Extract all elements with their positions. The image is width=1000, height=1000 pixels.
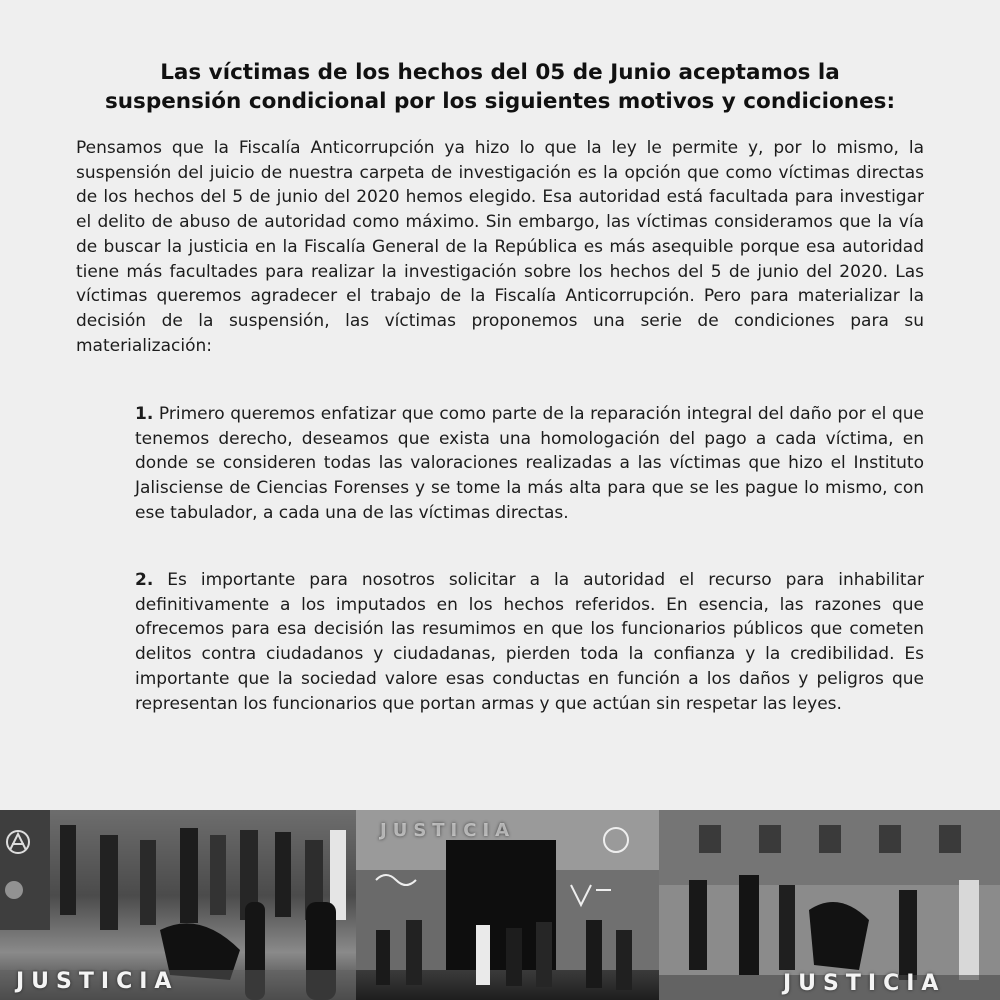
condition-number: 2. bbox=[135, 570, 154, 590]
justicia-watermark: JUSTICIA bbox=[783, 971, 946, 996]
condition-item-1 bbox=[135, 402, 924, 526]
protest-photo-3 bbox=[659, 810, 1000, 1000]
page-title bbox=[60, 58, 940, 116]
condition-text: Es importante para nosotros solicitar a la autoridad el recurso para inhabilitar definitivamente a los imputados en los hechos referidos. En esencia, las razones que ofrecemos para esa decisión las resumimos en que los funcionarios públicos que cometen delitos contra ciudadanos y ciudadanas, pierden toda la confianza y la credibilidad. Es importante que la sociedad valore esas conductas en función a los daños y peligros que representan los funcionarios que portan armas y que actúan sin respetar las leyes. bbox=[135, 570, 924, 714]
title-line-2: suspensión condicional por los siguientes motivos y condiciones: bbox=[104, 89, 896, 114]
condition-item-2 bbox=[135, 568, 924, 716]
title-line-1: Las víctimas de los hechos del 05 de Junio aceptamos la bbox=[160, 60, 840, 85]
protest-photo-2 bbox=[356, 810, 659, 1000]
condition-number: 1. bbox=[135, 404, 154, 424]
intro-paragraph: Pensamos que la Fiscalía Anticorrupción ya hizo lo que la ley le permite y, por lo mismo, la suspensión del juicio de nuestra carpeta de investigación es la opción que como víctimas directas de los hechos del 5 de junio del 2020 hemos elegido. Esa autoridad está facultada para investigar el delito de abuso de autoridad como máximo. Sin embargo, las víctimas consideramos que la vía de buscar la justicia en la Fiscalía General de la República es más asequible porque esa autoridad tiene más facultades para realizar la investigación sobre los hechos del 5 de junio del 2020. Las víctimas queremos agradecer el trabajo de la Fiscalía Anticorrupción. Pero para materializar la decisión de la suspensión, las víctimas proponemos una serie de condiciones para su materialización: bbox=[76, 138, 924, 356]
justicia-watermark: JUSTICIA bbox=[380, 820, 516, 841]
condition-text: Primero queremos enfatizar que como parte de la reparación integral del daño por el que tenemos derecho, deseamos que exista una homologación del pago a cada víctima, en donde se consideren todas las valoraciones realizadas a las víctimas que hizo el Instituto Jalisciense de Ciencias Forenses y se tome la más alta para que se les pague lo mismo, con ese tabulador, a cada una de las víctimas directas. bbox=[135, 404, 925, 523]
photo-strip bbox=[0, 810, 1000, 1000]
protest-photo-1 bbox=[0, 810, 356, 1000]
justicia-watermark: JUSTICIA bbox=[16, 969, 179, 994]
